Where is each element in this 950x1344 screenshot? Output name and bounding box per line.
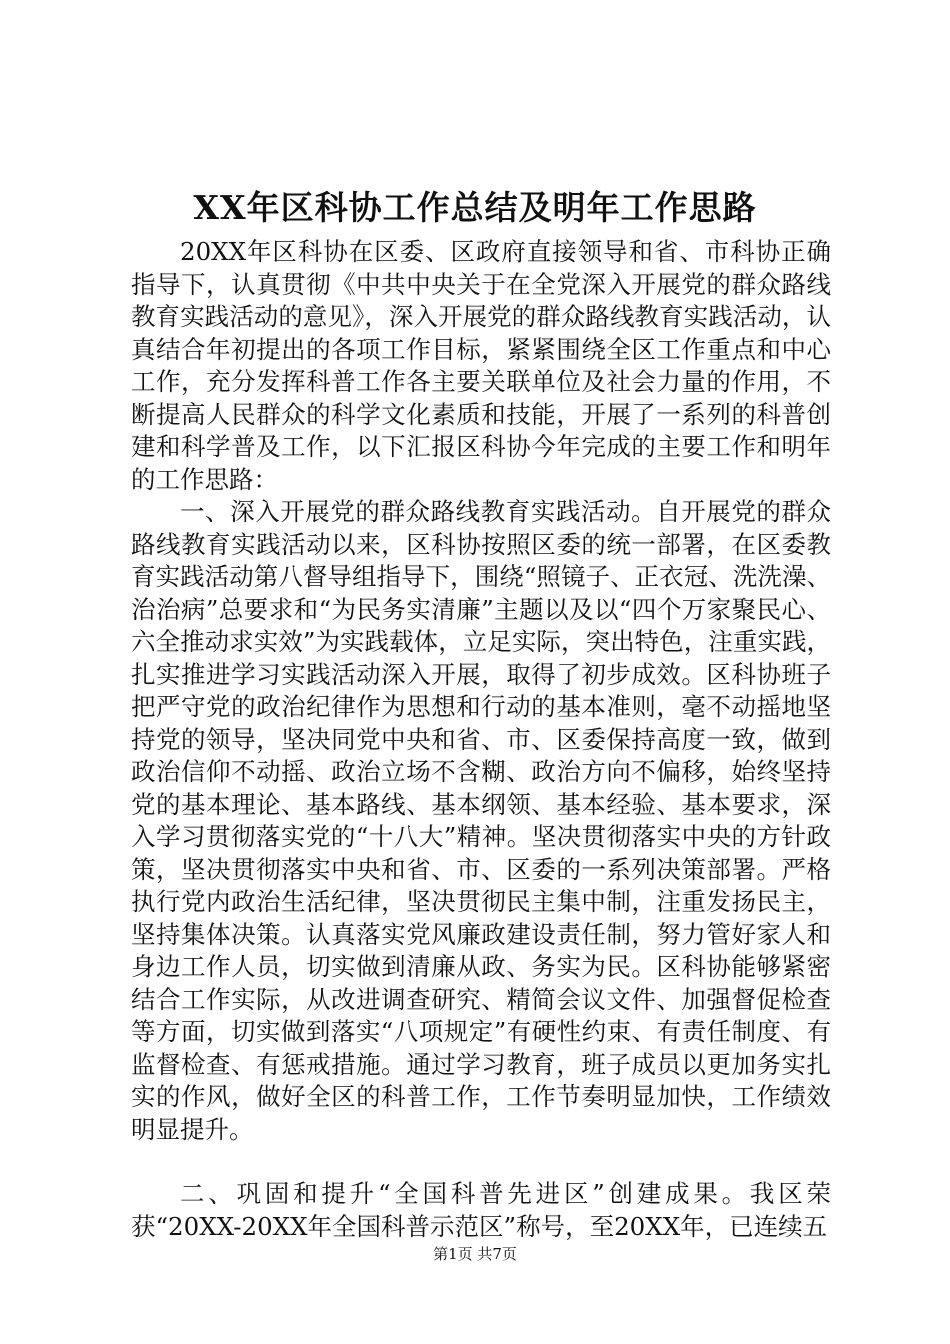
paragraph-section-1: 一、深入开展党的群众路线教育实践活动。自开展党的群众路线教育实践活动以来，区科协按照区委的统一部署，在区委教育实践活动第八督导组指导下，围绕“照镜子、正衣冠、洗洗澡、治治病”总要求和“为民务实清廉”主题以及以“四个万家聚民心、六全推动求实效”为实践载体，立足实际，突出特色，注重实践，扎实推进学习实践活动深入开展，取得了初步成效。区科协班子把严守党的政治纪律作为思想和行动的基本准则，毫不动摇地坚持党的领导，坚决同党中央和省、市、区委保持高度一致，做到政治信仰不动摇、政治立场不含糊、政治方向不偏移，始终坚持党的基本理论、基本路线、基本纲领、基本经验、基本要求，深入学习贯彻落实党的“十八大”精神。坚决贯彻落实中央的方针政策，坚决贯彻落实中央和省、市、区委的一系列决策部署。严格执行党内政治生活纪律，坚决贯彻民主集中制，注重发扬民主，坚持集体决策。认真落实党风廉政建设责任制，努力管好家人和身边工作人员，切实做到清廉从政、务实为民。区科协能够紧密结合工作实际，从改进调查研究、精简会议文件、加强督促检查等方面，切实做到落实“八项规定”有硬性约束、有责任制度、有监督检查、有惩戒措施。通过学习教育，班子成员以更加务实扎实的作风，做好全区的科普工作，工作节奏明显加快，工作绩效明显提升。 [131, 497, 831, 1144]
document-title: XX年区科协工作总结及明年工作思路 [193, 188, 757, 227]
document-body [131, 236, 831, 1243]
paragraph-intro: 20XX年区科协在区委、区政府直接领导和省、市科协正确指导下，认真贯彻《中共中央关于在全党深入开展党的群众路线教育实践活动的意见》，深入开展党的群众路线教育实践活动，认真结合年初提出的各项工作目标，紧紧围绕全区工作重点和中心工作，充分发挥科普工作各主要关联单位及社会力量的作用，不断提高人民群众的科学文化素质和技能，开展了一系列的科普创建和科学普及工作，以下汇报区科协今年完成的主要工作和明年的工作思路： [131, 237, 831, 494]
page-footer: 第1页 共7页 [433, 1245, 517, 1263]
paragraph-section-2: 二、巩固和提升“全国科普先进区”创建成果。我区荣获“20XX-20XX年全国科普示范区”称号，至20XX年，已连续五 [131, 1179, 831, 1241]
